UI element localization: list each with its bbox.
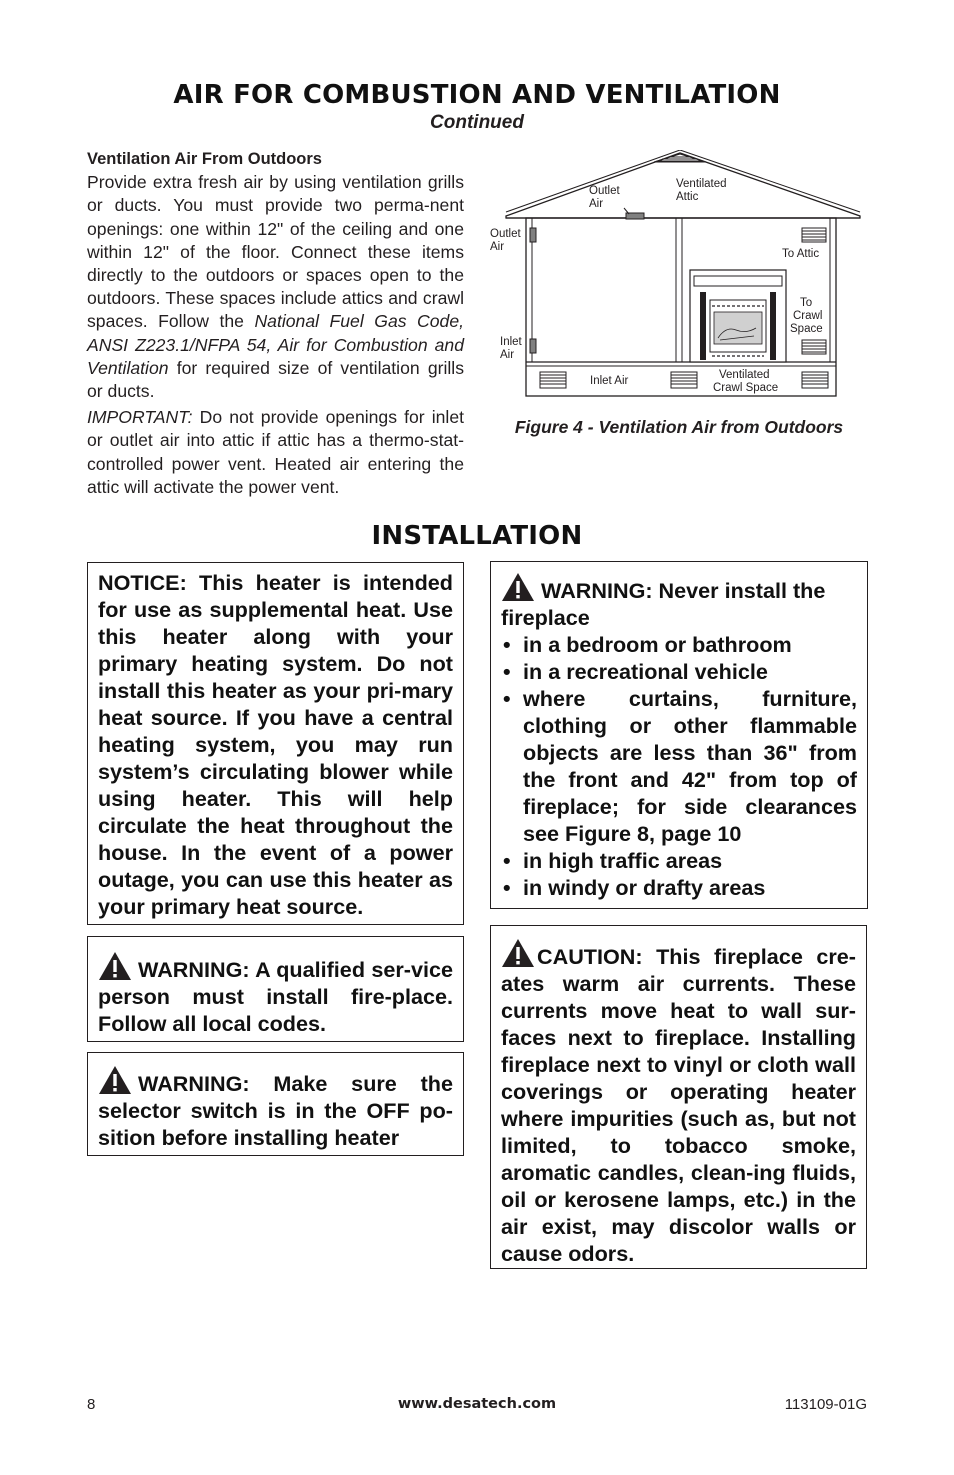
notice-box <box>87 562 464 925</box>
label-inlet-air-wall-2: Air <box>500 349 515 361</box>
page-number: 8 <box>87 1396 96 1413</box>
warning-qualified-box <box>87 936 464 1042</box>
crawl-grille-right-icon <box>802 372 828 388</box>
label-to-crawl-3: Space <box>790 323 823 335</box>
important-text: Do not provide openings for inlet or outlet air into attic if attic has a thermo-stat-controlled power vent. Heated air entering the attic will activate the power vent. <box>87 407 464 497</box>
warning-never-lead <box>501 572 857 631</box>
fireplace-icon <box>690 270 786 362</box>
label-inlet-air-wall-1: Inlet <box>500 336 522 348</box>
label-outlet-air-wall-2: Air <box>490 241 505 253</box>
ventilation-heading: Ventilation Air From Outdoors <box>87 150 322 168</box>
section-title: AIR FOR COMBUSTION AND VENTILATION <box>173 80 781 110</box>
warning-triangle-icon <box>501 572 535 602</box>
caution-paragraph <box>501 938 856 1267</box>
crawl-grille-left-icon <box>540 372 566 388</box>
warning-selector-paragraph <box>98 1065 453 1151</box>
label-outlet-air-attic-2: Air <box>589 198 604 210</box>
label-outlet-air-wall-1: Outlet <box>490 228 521 240</box>
warning-triangle-icon <box>98 951 132 981</box>
caution-box <box>490 925 867 1269</box>
warning-never-lead-text: WARNING: Never install the fireplace <box>501 578 826 630</box>
important-label: IMPORTANT: <box>87 407 193 428</box>
label-to-crawl-1: To <box>800 297 813 309</box>
warning-selector-box <box>87 1052 464 1156</box>
warning-triangle-icon <box>501 938 535 968</box>
grille-to-crawl-icon <box>802 340 826 354</box>
ventilation-figure <box>486 150 866 402</box>
notice-text: NOTICE: This heater is intended for use as supplemental heat. Use this heater along with your primary heating system. Do not install this heater as your pri-mary heat source. If you have a central heating system, you may run system’s circulating blower while using heater. This will help circulate the heat throughout the house. In the event of a power outage, you can use this heater as your primary heat source. <box>98 570 453 919</box>
label-ventilated-attic-1: Ventilated <box>676 178 727 190</box>
upper-wall-vent-icon <box>530 228 536 242</box>
document-number: 113109-01G <box>784 1396 867 1413</box>
figure-caption: Figure 4 - Ventilation Air from Outdoors <box>514 417 844 437</box>
label-outlet-air-attic-1: Outlet <box>589 185 620 197</box>
installation-title: INSTALLATION <box>371 521 583 551</box>
crawl-grille-middle-icon <box>671 372 697 388</box>
list-item: • in windy or drafty areas <box>501 874 857 901</box>
ventilation-text-block <box>87 148 464 499</box>
warning-never-box <box>490 561 868 909</box>
ventilation-paragraph-part1: Provide extra fresh air by using ventilation grills or ducts. You must provide two perma-nent openings: one within 12" of the ceiling and one within 12" of the floor. Connect these items directly to the outdoors or spaces open to the outdoors. These spaces include attics and crawl spaces. Follow the <box>87 172 464 332</box>
ventilation-paragraph <box>87 171 464 403</box>
warning-qualified-text: WARNING: A qualified ser-vice person must install fire-place. Follow all local codes. <box>98 957 453 1036</box>
label-to-crawl-2: Crawl <box>793 310 823 322</box>
lower-wall-vent-icon <box>530 339 536 353</box>
list-item: • in a recreational vehicle <box>501 658 857 685</box>
code-reference: National Fuel Gas Code, ANSI Z223.1/NFPA 54, Air for Combustion and Ventilation <box>87 311 464 378</box>
house-wall <box>526 218 836 396</box>
label-inlet-air-floor: Inlet Air <box>590 375 629 387</box>
ventilation-paragraph-part2: for required size of ventilation grills or ducts. <box>87 357 464 402</box>
label-ventilated-crawl-2: Crawl Space <box>713 382 779 394</box>
website-link[interactable]: www.desatech.com <box>397 1396 557 1412</box>
label-to-attic: To Attic <box>782 248 820 260</box>
list-item: • in high traffic areas <box>501 847 857 874</box>
important-paragraph <box>87 406 464 499</box>
label-ventilated-crawl-1: Ventilated <box>719 369 770 381</box>
section-subtitle: Continued <box>430 112 524 133</box>
grille-to-attic-icon <box>802 228 826 242</box>
list-item: • where curtains, furniture, clothing or other flammable objects are less than 36" from the front and 42" from top of fireplace; for side clearances see Figure 8, page 10 <box>501 685 857 847</box>
warning-qualified-paragraph <box>98 951 453 1037</box>
warning-triangle-icon <box>98 1065 132 1095</box>
list-item: • in a bedroom or bathroom <box>501 631 857 658</box>
label-ventilated-attic-2: Attic <box>676 191 699 203</box>
caution-text: CAUTION: This fireplace cre-ates warm air currents. These currents move heat to wall sur-faces next to fireplace. Installing fireplace next to vinyl or cloth wall coverings or operating heater where impurities (such as, but not limited, to tobacco smoke, aromatic candles, clean-ing fluids, oil or kerosene lamps, etc.) in the air exist, may discolor walls or cause odors. <box>501 944 856 1266</box>
warning-never-list <box>501 631 857 901</box>
warning-selector-text: WARNING: Make sure the selector switch is in the OFF po-sition before installing heater <box>98 1071 453 1150</box>
